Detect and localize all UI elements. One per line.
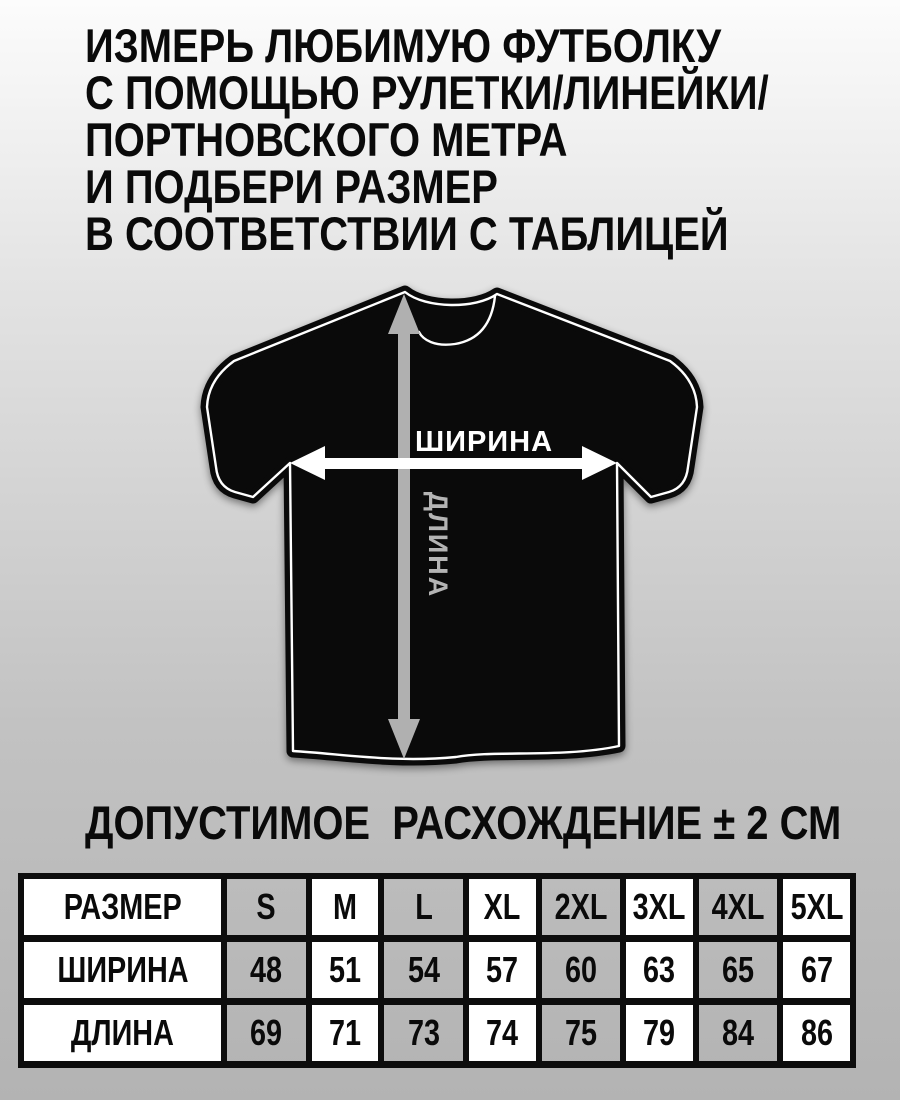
width-value-5xl: 67 (777, 935, 856, 998)
corner-label: РАЗМЕР (63, 886, 182, 927)
length-value-xl: 74 (463, 998, 542, 1068)
width-value-xl: 57 (463, 935, 542, 998)
width-value-3xl: 63 (620, 935, 699, 998)
instructions-block (85, 19, 769, 260)
size-header-2xl: 2XL (542, 873, 621, 935)
width-value-m: 51 (306, 935, 385, 998)
size-header-3xl: 3XL (620, 873, 699, 935)
length-value-2xl: 75 (542, 998, 621, 1068)
width-value-2xl: 60 (542, 935, 621, 998)
tshirt-measurement-diagram (183, 282, 720, 797)
size-table (18, 873, 856, 1068)
length-value-m: 71 (306, 998, 385, 1068)
instructions-line-3: ПОРТНОВСКОГО МЕТРА (85, 113, 568, 166)
size-header-l: L (384, 873, 463, 935)
table-corner-cell (18, 873, 227, 935)
tolerance-note: ДОПУСТИМОЕ РАСХОЖДЕНИЕ ± 2 СМ (85, 796, 842, 849)
size-header-4xl: 4XL (699, 873, 778, 935)
size-header-s: S (227, 873, 306, 935)
width-value-4xl: 65 (699, 935, 778, 998)
instructions-line-1: ИЗМЕРЬ ЛЮБИМУЮ ФУТБОЛКУ (85, 19, 722, 72)
length-value-s: 69 (227, 998, 306, 1068)
length-label: ДЛИНА (423, 491, 453, 599)
instructions-line-2: С ПОМОЩЬЮ РУЛЕТКИ/ЛИНЕЙКИ/ (85, 66, 769, 119)
length-value-4xl: 84 (699, 998, 778, 1068)
length-value-5xl: 86 (777, 998, 856, 1068)
instructions-line-5: В СООТВЕТСТВИИ С ТАБЛИЦЕЙ (85, 207, 729, 260)
width-label: ШИРИНА (414, 426, 554, 458)
size-header-xl: XL (463, 873, 542, 935)
width-row-label: ШИРИНА (18, 935, 227, 998)
instructions-line-4: И ПОДБЕРИ РАЗМЕР (85, 160, 498, 213)
width-value-s: 48 (227, 935, 306, 998)
size-header-m: M (306, 873, 385, 935)
length-row-label: ДЛИНА (18, 998, 227, 1068)
length-value-3xl: 79 (620, 998, 699, 1068)
width-value-l: 54 (384, 935, 463, 998)
size-header-5xl: 5XL (777, 873, 856, 935)
length-value-l: 73 (384, 998, 463, 1068)
